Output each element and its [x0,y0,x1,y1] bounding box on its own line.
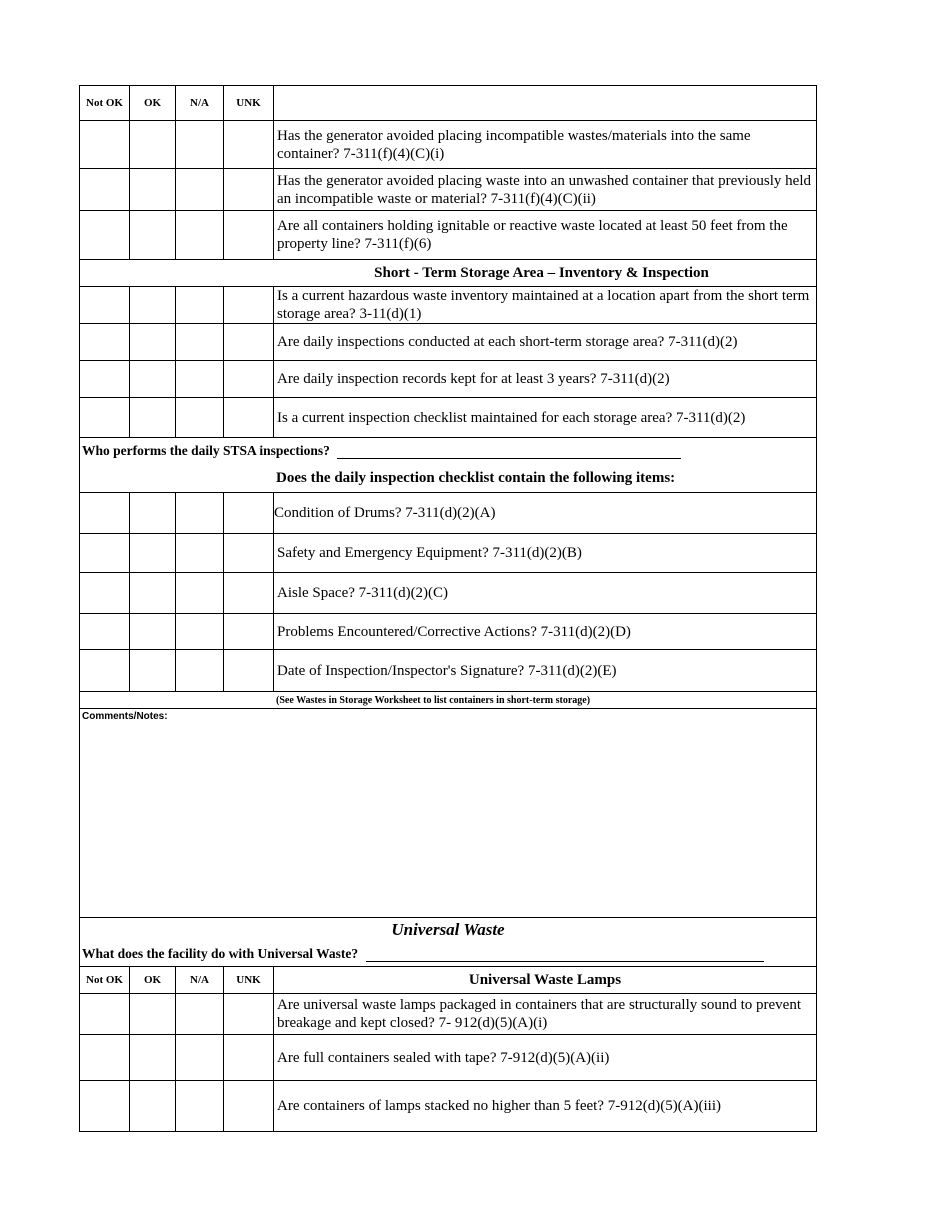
table-row [80,121,817,169]
checklist-item-text: Condition of Drums? 7-311(d)(2)(A) [274,493,817,534]
na-cell[interactable] [176,324,224,361]
col-question-blank [274,86,817,121]
unk-cell[interactable] [224,1035,274,1081]
checklist-item-text: Safety and Emergency Equipment? 7-311(d)(2)(B) [274,534,817,573]
not-ok-cell[interactable] [80,534,130,573]
question-text: Are all containers holding ignitable or reactive waste located at least 50 feet from the property line? 7-311(f)(6) [274,211,817,260]
na-cell[interactable] [176,650,224,692]
not-ok-cell[interactable] [80,614,130,650]
col-unk: UNK [224,86,274,121]
question-text: Is a current inspection checklist maintained for each storage area? 7-311(d)(2) [274,398,817,438]
col-ok: OK [130,86,176,121]
ok-cell[interactable] [130,650,176,692]
lamps-section-title: Universal Waste Lamps [274,967,817,994]
na-cell[interactable] [176,211,224,260]
comments-notes-area[interactable] [80,709,817,918]
not-ok-cell[interactable] [80,169,130,211]
question-text: Are containers of lamps stacked no higher than 5 feet? 7-912(d)(5)(A)(iii) [274,1081,817,1132]
table-row [80,614,817,650]
na-cell[interactable] [176,994,224,1035]
ok-cell[interactable] [130,287,176,324]
table-row [80,1035,817,1081]
question-text: Is a current hazardous waste inventory maintained at a location apart from the short term storage area? 3-11(d)(1) [274,287,817,324]
unk-cell[interactable] [224,493,274,534]
ok-cell[interactable] [130,994,176,1035]
comments-row [80,709,817,918]
ok-cell[interactable] [130,121,176,169]
lamps-header-row [80,967,817,994]
ok-cell[interactable] [130,493,176,534]
table-row [80,493,817,534]
who-performs-row [80,438,817,465]
who-performs-label: Who performs the daily STSA inspections? [82,443,330,459]
ok-cell[interactable] [130,573,176,614]
universal-waste-question-cell [80,942,817,967]
na-cell[interactable] [176,121,224,169]
unk-cell[interactable] [224,287,274,324]
inspection-checklist-sheet [79,85,816,1132]
comments-label: Comments/Notes: [82,711,168,722]
question-text: Has the generator avoided placing incompatible wastes/materials into the same container? 7-311(f)(4)(C)(i) [274,121,817,169]
universal-waste-answer-input[interactable] [366,961,764,962]
not-ok-cell[interactable] [80,650,130,692]
col-unk: UNK [224,967,274,994]
not-ok-cell[interactable] [80,398,130,438]
table-row [80,994,817,1035]
col-not-ok: Not OK [80,86,130,121]
not-ok-cell[interactable] [80,1035,130,1081]
ok-cell[interactable] [130,534,176,573]
col-ok: OK [130,967,176,994]
ok-cell[interactable] [130,398,176,438]
na-cell[interactable] [176,1081,224,1132]
who-performs-input[interactable] [337,458,681,459]
col-na: N/A [176,86,224,121]
checklist-item-text: Aisle Space? 7-311(d)(2)(C) [274,573,817,614]
unk-cell[interactable] [224,324,274,361]
section-title-row [80,260,817,287]
unk-cell[interactable] [224,994,274,1035]
universal-waste-question-row [80,942,817,967]
not-ok-cell[interactable] [80,1081,130,1132]
unk-cell[interactable] [224,614,274,650]
not-ok-cell[interactable] [80,287,130,324]
question-text: Are universal waste lamps packaged in containers that are structurally sound to prevent breakage and kept closed? 7- 912(d)(5)(A)(i) [274,994,817,1035]
not-ok-cell[interactable] [80,493,130,534]
ok-cell[interactable] [130,211,176,260]
question-text: Are full containers sealed with tape? 7-912(d)(5)(A)(ii) [274,1035,817,1081]
table-row [80,211,817,260]
unk-cell[interactable] [224,211,274,260]
ok-cell[interactable] [130,361,176,398]
ok-cell[interactable] [130,169,176,211]
table-row [80,169,817,211]
checklist-heading-row [80,465,817,493]
unk-cell[interactable] [224,573,274,614]
na-cell[interactable] [176,614,224,650]
who-performs-cell [80,438,817,465]
table-row [80,534,817,573]
unk-cell[interactable] [224,534,274,573]
unk-cell[interactable] [224,361,274,398]
na-cell[interactable] [176,361,224,398]
table-row [80,287,817,324]
table-row [80,1081,817,1132]
unk-cell[interactable] [224,398,274,438]
na-cell[interactable] [176,1035,224,1081]
na-cell[interactable] [176,398,224,438]
universal-waste-question: What does the facility do with Universal Waste? [82,945,359,961]
col-na: N/A [176,967,224,994]
not-ok-cell[interactable] [80,994,130,1035]
column-header-row [80,86,817,121]
ok-cell[interactable] [130,614,176,650]
checklist-item-text: Date of Inspection/Inspector's Signature? 7-311(d)(2)(E) [274,650,817,692]
na-cell[interactable] [176,287,224,324]
table-row [80,361,817,398]
col-not-ok: Not OK [80,967,130,994]
universal-waste-title: Universal Waste [80,918,817,942]
unk-cell[interactable] [224,1081,274,1132]
checklist-table [79,85,817,1132]
ok-cell[interactable] [130,324,176,361]
na-cell[interactable] [176,573,224,614]
question-text: Are daily inspections conducted at each short-term storage area? 7-311(d)(2) [274,324,817,361]
not-ok-cell[interactable] [80,324,130,361]
table-row [80,324,817,361]
worksheet-note-row [80,692,817,709]
worksheet-note: (See Wastes in Storage Worksheet to list containers in short-term storage) [80,692,817,709]
ok-cell[interactable] [130,1035,176,1081]
unk-cell[interactable] [224,169,274,211]
table-row [80,573,817,614]
ok-cell[interactable] [130,1081,176,1132]
universal-waste-title-row [80,918,817,942]
not-ok-cell[interactable] [80,211,130,260]
checklist-item-text: Problems Encountered/Corrective Actions? 7-311(d)(2)(D) [274,614,817,650]
not-ok-cell[interactable] [80,361,130,398]
question-text: Are daily inspection records kept for at least 3 years? 7-311(d)(2) [274,361,817,398]
unk-cell[interactable] [224,650,274,692]
na-cell[interactable] [176,534,224,573]
table-row [80,398,817,438]
not-ok-cell[interactable] [80,121,130,169]
na-cell[interactable] [176,493,224,534]
not-ok-cell[interactable] [80,573,130,614]
table-row [80,650,817,692]
na-cell[interactable] [176,169,224,211]
checklist-heading: Does the daily inspection checklist contain the following items: [80,465,817,493]
unk-cell[interactable] [224,121,274,169]
stsa-section-title: Short - Term Storage Area – Inventory & Inspection [80,260,817,287]
question-text: Has the generator avoided placing waste into an unwashed container that previously held an incompatible waste or material? 7-311(f)(4)(C)(ii) [274,169,817,211]
